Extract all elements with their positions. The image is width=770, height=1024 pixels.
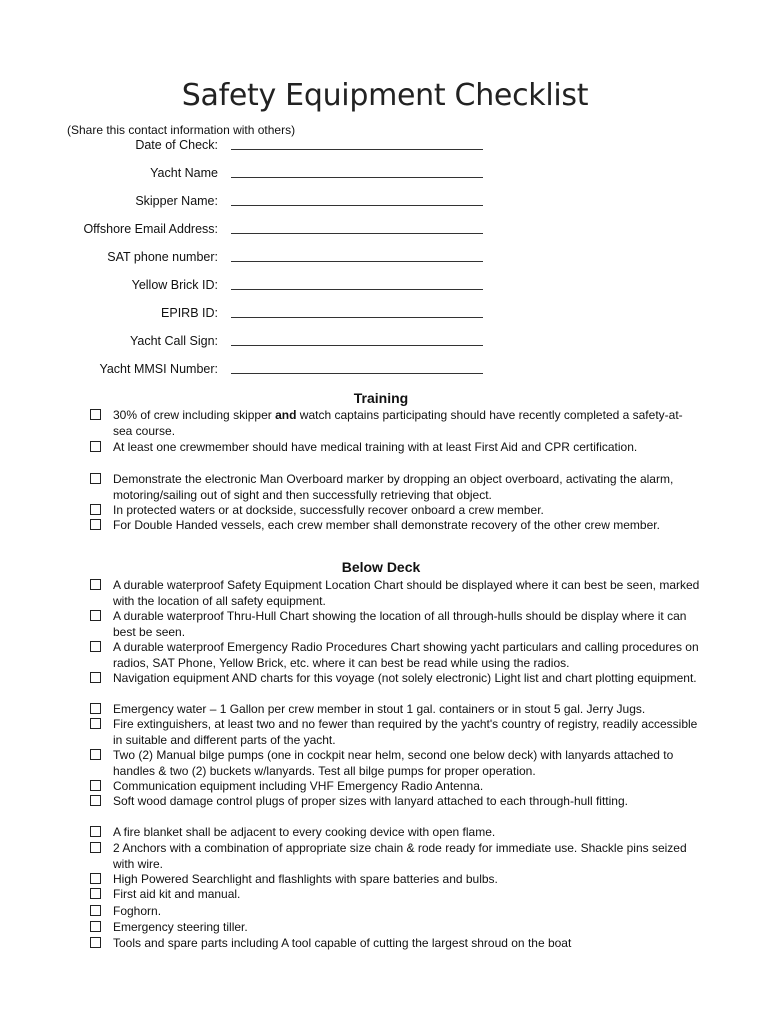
field-blank-line[interactable] [231, 345, 483, 346]
item-text: Navigation equipment AND charts for this voyage (not solely electronic) Light list and chart plotting equipment. [113, 671, 697, 685]
below-deck-heading: Below Deck [341, 559, 421, 575]
field-offshore-email [0, 222, 770, 238]
checklist-item [90, 794, 700, 810]
checkbox[interactable] [90, 718, 101, 729]
field-yellow-brick-id [0, 278, 770, 294]
checkbox[interactable] [90, 579, 101, 590]
item-text: A durable waterproof Thru-Hull Chart showing the location of all through-hulls should be display where it can best be seen. [113, 609, 687, 639]
item-text: Soft wood damage control plugs of proper sizes with lanyard attached to each through-hull fitting. [113, 794, 628, 808]
checkbox[interactable] [90, 873, 101, 884]
field-blank-line[interactable] [231, 317, 483, 318]
item-text: Demonstrate the electronic Man Overboard marker by dropping an object overboard, activating the alarm, motoring/sailing out of sight and then successfully retrieving that object. [113, 472, 674, 502]
item-text: At least one crewmember should have medical training with at least First Aid and CPR certification. [113, 440, 638, 454]
item-text: Two (2) Manual bilge pumps (one in cockpit near helm, second one below deck) with lanyards attached to handles & two (2) buckets w/lanyards. Test all bilge pumps for proper operation. [113, 748, 674, 778]
field-yacht-name [0, 166, 770, 182]
checkbox[interactable] [90, 937, 101, 948]
checklist-item [90, 872, 700, 888]
item-text: Foghorn. [113, 904, 162, 918]
checkbox[interactable] [90, 905, 101, 916]
checklist-item [90, 887, 700, 903]
checklist-item [90, 904, 700, 920]
field-label: Yacht Call Sign: [129, 334, 218, 348]
item-text: Emergency water – 1 Gallon per crew member in stout 1 gal. containers or in stout 5 gal. Jerry Jugs. [113, 702, 646, 716]
checklist-item [90, 936, 700, 952]
checkbox[interactable] [90, 473, 101, 484]
item-text: Tools and spare parts including A tool capable of cutting the largest shroud on the boat [113, 936, 572, 950]
item-text: A durable waterproof Emergency Radio Procedures Chart showing yacht particulars and calling procedures on radios, SAT Phone, Yellow Brick, etc. where it can best be read while using the radios. [113, 640, 699, 670]
field-yacht-call-sign [0, 334, 770, 350]
checkbox[interactable] [90, 504, 101, 515]
checklist-item [90, 518, 700, 534]
checklist-item [90, 702, 700, 718]
field-skipper-name [0, 194, 770, 210]
item-text: Communication equipment including VHF Emergency Radio Antenna. [113, 779, 484, 793]
field-blank-line[interactable] [231, 261, 483, 262]
checklist-item [90, 779, 700, 795]
checkbox[interactable] [90, 888, 101, 899]
checklist-item [90, 717, 700, 748]
field-yacht-mmsi [0, 362, 770, 378]
checklist-item [90, 408, 700, 439]
checkbox[interactable] [90, 519, 101, 530]
checkbox[interactable] [90, 641, 101, 652]
checklist-item [90, 920, 700, 936]
field-label: Date of Check: [135, 138, 218, 152]
checklist-item [90, 640, 700, 671]
checkbox[interactable] [90, 441, 101, 452]
checkbox[interactable] [90, 672, 101, 683]
item-text: A fire blanket shall be adjacent to every cooking device with open flame. [113, 825, 496, 839]
field-blank-line[interactable] [231, 149, 483, 150]
field-date-of-check [0, 138, 770, 154]
item-text: First aid kit and manual. [113, 887, 241, 901]
field-label: SAT phone number: [107, 250, 218, 264]
field-blank-line[interactable] [231, 373, 483, 374]
item-text: A durable waterproof Safety Equipment Location Chart should be displayed where it can best be seen, marked with the location of all safety equipment. [113, 578, 700, 608]
field-blank-line[interactable] [231, 233, 483, 234]
field-label: Skipper Name: [135, 194, 218, 208]
field-label: Yacht Name [150, 166, 218, 180]
checklist-item [90, 671, 700, 687]
item-text: Fire extinguishers, at least two and no fewer than required by the yacht's country of registry, readily accessible in suitable and different parts of the yacht. [113, 717, 698, 747]
field-label: EPIRB ID: [161, 306, 218, 320]
checkbox[interactable] [90, 842, 101, 853]
checkbox[interactable] [90, 703, 101, 714]
field-blank-line[interactable] [231, 205, 483, 206]
checkbox[interactable] [90, 795, 101, 806]
checklist-item [90, 748, 700, 779]
checkbox[interactable] [90, 921, 101, 932]
item-text: In protected waters or at dockside, successfully recover onboard a crew member. [113, 503, 544, 517]
field-label: Offshore Email Address: [83, 222, 218, 236]
checkbox[interactable] [90, 826, 101, 837]
field-blank-line[interactable] [231, 177, 483, 178]
checkbox[interactable] [90, 780, 101, 791]
item-text: 30% of crew including skipper and watch captains participating should have recently completed a safety-at-sea course. [113, 408, 683, 438]
item-text: 2 Anchors with a combination of appropriate size chain & rode ready for immediate use. Shackle pins seized with wire. [113, 841, 687, 871]
checklist-item [90, 841, 700, 872]
page-title: Safety Equipment Checklist [181, 78, 589, 113]
checklist-item [90, 440, 700, 456]
field-label: Yacht MMSI Number: [99, 362, 218, 376]
field-sat-phone [0, 250, 770, 266]
checkbox[interactable] [90, 409, 101, 420]
item-text: Emergency steering tiller. [113, 920, 248, 934]
checkbox[interactable] [90, 749, 101, 760]
checklist-item [90, 578, 700, 609]
training-heading: Training [353, 390, 409, 406]
item-text: For Double Handed vessels, each crew member shall demonstrate recovery of the other crew member. [113, 518, 660, 532]
field-label: Yellow Brick ID: [131, 278, 218, 292]
checkbox[interactable] [90, 610, 101, 621]
checklist-item [90, 472, 700, 503]
field-blank-line[interactable] [231, 289, 483, 290]
checklist-item [90, 825, 700, 841]
item-text: High Powered Searchlight and flashlights with spare batteries and bulbs. [113, 872, 498, 886]
field-epirb-id [0, 306, 770, 322]
checklist-item [90, 503, 700, 519]
subtitle: (Share this contact information with others) [67, 123, 296, 137]
checklist-item [90, 609, 700, 640]
